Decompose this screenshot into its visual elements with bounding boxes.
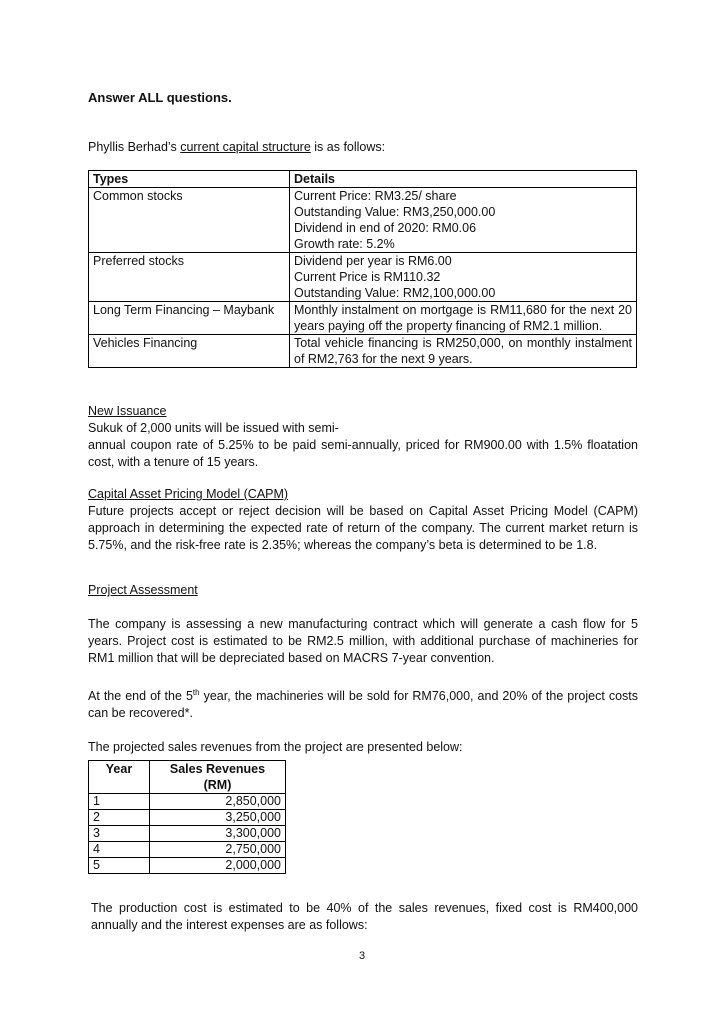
intro-suffix: is as follows:	[310, 140, 386, 154]
details-cell	[290, 188, 637, 253]
revenue-cell: 3,250,000	[150, 810, 286, 826]
year-cell: 1	[89, 794, 150, 810]
type-cell: Long Term Financing – Maybank	[89, 302, 290, 335]
capm-section	[88, 486, 638, 554]
revenue-cell: 2,850,000	[150, 794, 286, 810]
capital-structure-table	[88, 170, 637, 368]
table-row	[89, 810, 286, 826]
intro-prefix: Phyllis Berhad’s	[88, 140, 181, 154]
new-issuance-line1: Sukuk of 2,000 units will be issued with semi-	[88, 421, 339, 435]
detail-line: Dividend per year is RM6.00	[294, 254, 452, 268]
project-title: Project Assessment	[88, 583, 198, 597]
detail-line: Outstanding Value: RM3,250,000.00	[294, 205, 496, 219]
year-cell: 4	[89, 842, 150, 858]
new-issuance-section	[88, 403, 638, 471]
p2-start: At the end of the 5	[88, 689, 193, 704]
closing-paragraph: The production cost is estimated to be 40% of the sales revenues, fixed cost is RM400,000 annually and the interest expenses are as follows:	[91, 901, 638, 932]
table-header-row	[89, 171, 637, 188]
capm-title: Capital Asset Pricing Model (CAPM)	[88, 487, 289, 501]
capm-text: Future projects accept or reject decision will be based on Capital Asset Pricing Model (CAPM) approach in determining the expected rate of return of the company. The current market return is 5.75%, and the risk-free rate is 2.35%; whereas the company’s beta is determined to be 1.8.	[88, 504, 638, 552]
table-row	[89, 842, 286, 858]
year-cell: 3	[89, 826, 150, 842]
table-row	[89, 858, 286, 874]
project-paragraph-3: The projected sales revenues from the project are presented below:	[88, 740, 463, 755]
type-cell: Common stocks	[89, 188, 290, 253]
year-cell: 5	[89, 858, 150, 874]
header-types: Types	[89, 171, 290, 188]
table-row	[89, 253, 637, 302]
new-issuance-title: New Issuance	[88, 404, 167, 418]
table-row	[89, 826, 286, 842]
table-row	[89, 188, 637, 253]
details-cell: Total vehicle financing is RM250,000, on monthly instalment of RM2,763 for the next 9 years.	[290, 335, 637, 368]
p2-end: year, the machineries will be sold for RM76,000, and 20% of the project costs can be recovered*.	[88, 689, 639, 721]
p2-superscript: th	[192, 688, 200, 697]
header-details: Details	[290, 171, 637, 188]
project-paragraph-1: The company is assessing a new manufacturing contract which will generate a cash flow for 5 years. Project cost is estimated to be RM2.5 million, with additional purchase of machineries for RM1 million that will be depreciated based on MACRS 7-year convention.	[88, 617, 638, 665]
header-rev-line2: (RM)	[203, 778, 232, 792]
table-row	[89, 335, 637, 368]
page-number: 3	[358, 950, 366, 962]
page-heading: Answer ALL questions.	[88, 90, 232, 105]
new-issuance-line2: annual coupon rate of 5.25% to be paid semi-annually, priced for RM900.00 with 1.5% floatation cost, with a tenure of 15 years.	[88, 438, 638, 469]
intro-sentence	[88, 140, 385, 154]
detail-line: Outstanding Value: RM2,100,000.00	[294, 286, 496, 300]
revenue-cell: 2,000,000	[150, 858, 286, 874]
detail-line: Growth rate: 5.2%	[294, 237, 395, 251]
intro-underlined-term: current capital structure	[180, 140, 311, 154]
year-cell: 2	[89, 810, 150, 826]
header-rev-line1: Sales Revenues	[169, 762, 266, 776]
detail-line: Current Price: RM3.25/ share	[294, 189, 457, 203]
project-assessment-section	[88, 582, 638, 756]
table-header-row	[89, 761, 286, 794]
header-year: Year	[89, 761, 150, 794]
details-cell	[290, 253, 637, 302]
revenue-cell: 2,750,000	[150, 842, 286, 858]
detail-line: Current Price is RM110.32	[294, 270, 441, 284]
details-cell: Monthly instalment on mortgage is RM11,680 for the next 20 years paying off the property financing of RM2.1 million.	[290, 302, 637, 335]
project-paragraph-2	[88, 684, 638, 722]
type-cell: Vehicles Financing	[89, 335, 290, 368]
type-cell: Preferred stocks	[89, 253, 290, 302]
detail-line: Dividend in end of 2020: RM0.06	[294, 221, 477, 235]
header-sales-revenues	[150, 761, 286, 794]
sales-revenue-table	[88, 760, 286, 874]
table-row	[89, 794, 286, 810]
revenue-cell: 3,300,000	[150, 826, 286, 842]
table-row	[89, 302, 637, 335]
